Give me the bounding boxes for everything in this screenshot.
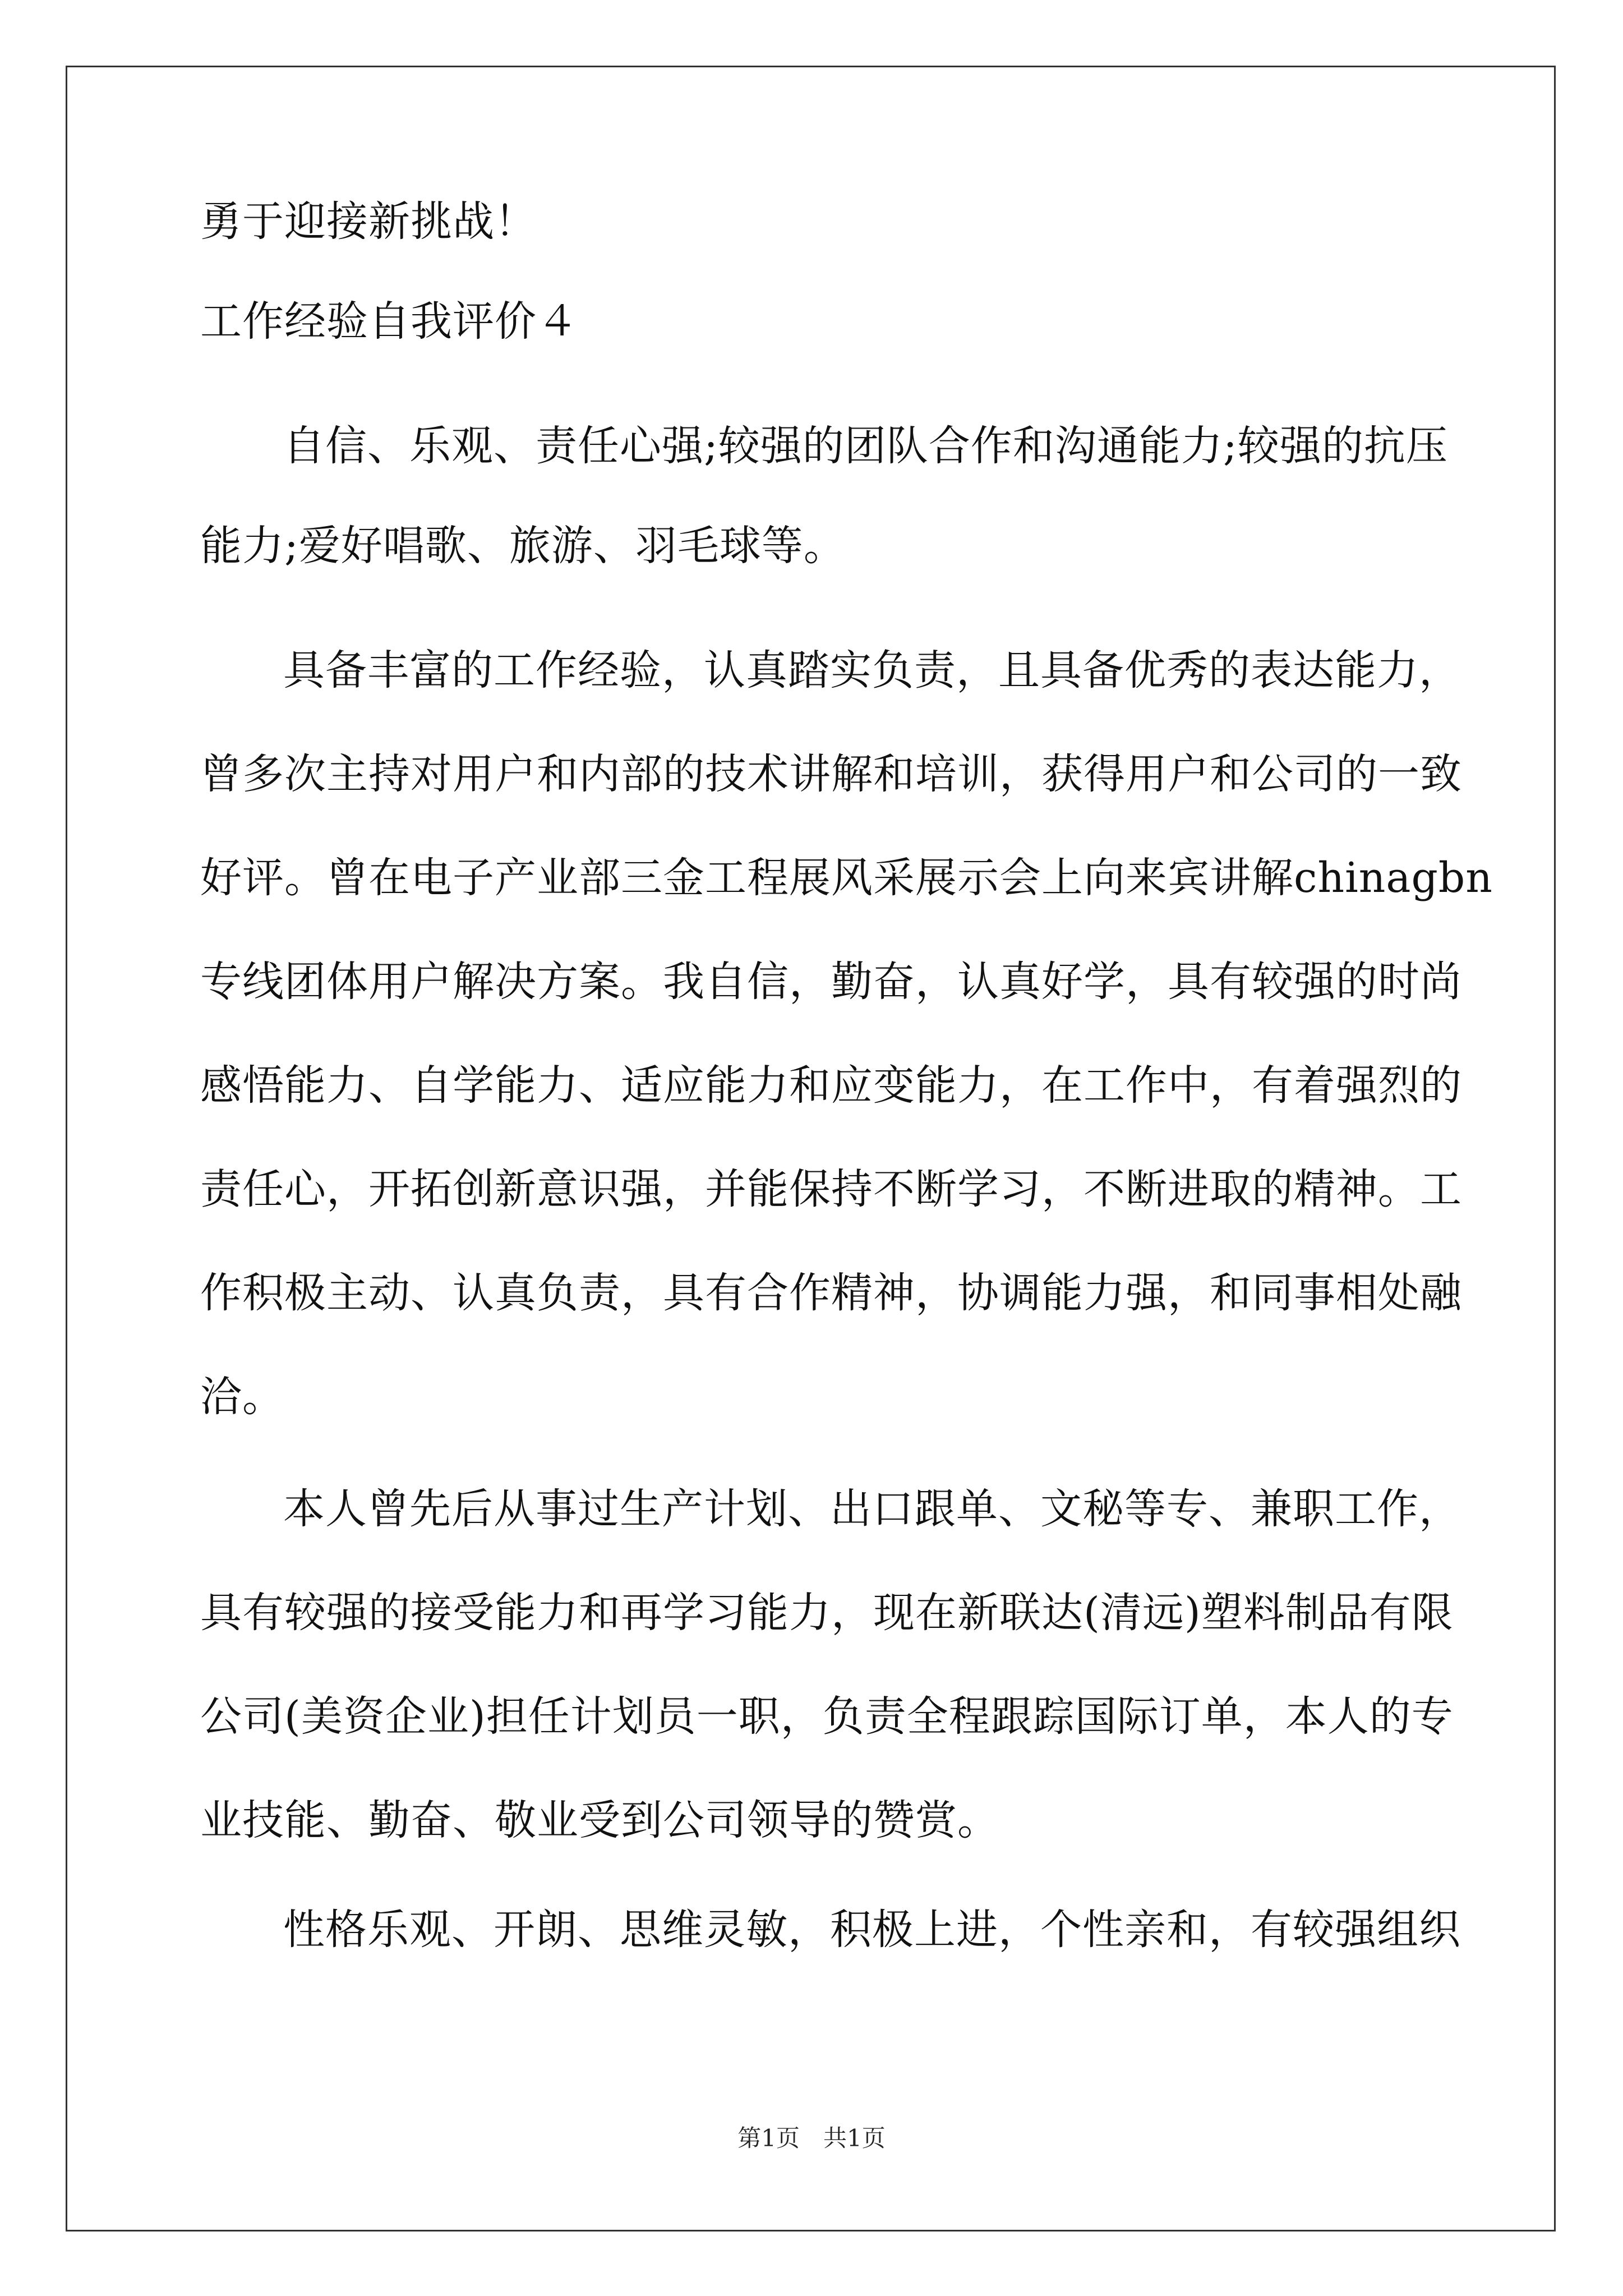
- page-footer: 第1页 共1页: [737, 2124, 886, 2152]
- paragraph-line: 性格乐观、开朗、思维灵敏，积极上进，个性亲和，有较强组织: [283, 1906, 1461, 1954]
- paragraph-line: 具有较强的接受能力和再学习能力，现在新联达(清远)塑料制品有限: [200, 1589, 1454, 1637]
- paragraph-line: 能力;爱好唱歌、旅游、羽毛球等。: [200, 522, 846, 570]
- paragraph-line: 勇于迎接新挑战！: [200, 197, 537, 246]
- paragraph-line: 专线团体用户解决方案。我自信，勤奋，认真好学，具有较强的时尚: [200, 958, 1462, 1006]
- paragraph-line: 作积极主动、认真负责，具有合作精神，协调能力强，和同事相处融: [200, 1269, 1462, 1317]
- paragraph-line: 具备丰富的工作经验，认真踏实负责，且具备优秀的表达能力，: [283, 646, 1461, 694]
- paragraph-line: 好评。曾在电子产业部三金工程展风采展示会上向来宾讲解chinagbn: [200, 854, 1493, 902]
- paragraph-line: 本人曾先后从事过生产计划、出口跟单、文秘等专、兼职工作，: [283, 1485, 1461, 1533]
- paragraph-line: 洽。: [200, 1373, 284, 1421]
- paragraph-line: 责任心，开拓创新意识强，并能保持不断学习，不断进取的精神。工: [200, 1165, 1462, 1213]
- paragraph-line: 感悟能力、自学能力、适应能力和应变能力，在工作中，有着强烈的: [200, 1061, 1462, 1110]
- paragraph-line: 曾多次主持对用户和内部的技术讲解和培训，获得用户和公司的一致: [200, 750, 1462, 798]
- paragraph-line: 自信、乐观、责任心强;较强的团队合作和沟通能力;较强的抗压: [283, 422, 1448, 470]
- paragraph-line: 公司(美资企业)担任计划员一职，负责全程跟踪国际订单，本人的专: [200, 1692, 1454, 1741]
- section-heading: 工作经验自我评价４: [200, 297, 579, 346]
- paragraph-line: 业技能、勤奋、敬业受到公司领导的赞赏。: [200, 1796, 999, 1844]
